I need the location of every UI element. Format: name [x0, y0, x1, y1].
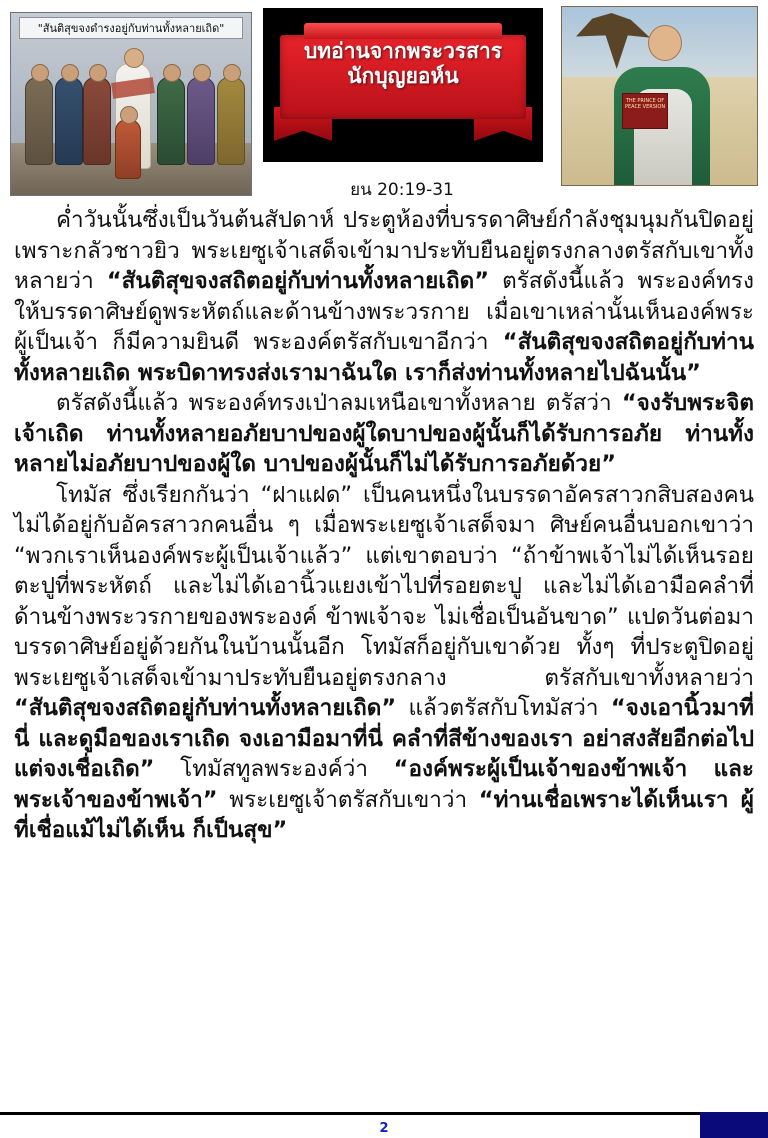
- figure-head: [163, 64, 181, 82]
- book-icon: [622, 93, 668, 129]
- banner-line-2: นักบุญยอห์น: [347, 64, 459, 88]
- page-header: [0, 0, 768, 195]
- p3-quote-d: “ท่านเชื่อเพราะได้เห็นเรา ผู้ที่เชื่อแม้ไม่ได้เห็น ก็เป็นสุข”: [14, 786, 754, 843]
- figure-head: [120, 106, 138, 124]
- figure-head: [124, 48, 144, 68]
- disciple-figure: [83, 77, 111, 165]
- banner-line-1: บทอ่านจากพระวรสาร: [303, 39, 503, 63]
- paragraph-3: [14, 480, 754, 846]
- p3-text-c: โทมัสทูลพระองค์ว่า: [154, 756, 394, 782]
- disciple-figure: [55, 77, 83, 165]
- figure-head: [31, 64, 49, 82]
- book-title-text: THE PRINCE OF PEACE VERSION: [624, 98, 666, 110]
- banner-text: [264, 39, 542, 89]
- figure-sash: [111, 77, 155, 99]
- figure-head: [61, 64, 79, 82]
- kneeling-figure: [115, 119, 141, 179]
- disciple-figure: [157, 77, 185, 165]
- p2-quote-a: “จงรับพระจิตเจ้าเถิด ท่านทั้งหลายอภัยบาปของผู้ใดบาปของผู้นั้นก็ได้รับการอภัย ท่านทั้งหลายไม่อภัยบาปของผู้ใด บาปของผู้นั้นก็ไม่ได้รับการอภัยด้วย”: [14, 390, 754, 477]
- illustration-caption: "สันติสุขจงดำรงอยู่กับท่านทั้งหลายเถิด": [19, 17, 243, 39]
- figure-head: [89, 64, 107, 82]
- ribbon-top-fold: [304, 23, 502, 39]
- p3-text-d: พระเยซูเจ้าตรัสกับเขาว่า: [217, 786, 479, 813]
- p3-quote-b: “จงเอานิ้วมาที่นี่ และดูมือของเราเถิด จงเอามือมาที่นี่ คลำที่สีข้างของเรา อย่าสงสัยอีกต่อไป แต่จงเชื่อเถิด”: [14, 695, 754, 782]
- figure-head: [193, 64, 211, 82]
- p1-text-b: ตรัสดังนี้แล้ว พระองค์ทรงให้บรรดาศิษย์ดูพระหัตถ์และด้านข้างพระวรกาย เมื่อเขาเหล่านั้นเห็นองค์พระผู้เป็นเจ้า ก็มีความยินดี พระองค์ตรัสกับเขาอีกว่า: [14, 268, 754, 355]
- saint-john-evangelist-icon: [561, 6, 758, 186]
- jesus-appears-to-disciples-illustration: [10, 12, 252, 196]
- gospel-body-text: [14, 205, 754, 1105]
- disciple-figure: [187, 77, 215, 165]
- disciple-figure: [25, 77, 53, 165]
- p3-quote-a: “สันติสุขจงสถิตอยู่กับท่านทั้งหลายเถิด”: [14, 695, 397, 721]
- page-number: 2: [379, 1121, 389, 1136]
- p2-text-a: ตรัสดังนี้แล้ว พระองค์ทรงเป่าลมเหนือเขาทั้งหลาย ตรัสว่า: [56, 390, 622, 416]
- figure-head: [223, 64, 241, 82]
- p1-quote-b: “สันติสุขจงสถิตอยู่กับท่านทั้งหลายเถิด พระบิดาทรงส่งเรามาฉันใด เราก็ส่งท่านทั้งหลายไปฉันนั้น”: [14, 329, 754, 386]
- gospel-reading-banner: [263, 8, 543, 162]
- saint-head: [648, 25, 682, 61]
- p3-text-a: โทมัส ซึ่งเรียกกันว่า “ฝาแฝด” เป็นคนหนึ่งในบรรดาอัครสาวกสิบสองคน ไม่ได้อยู่กับอัครสาวกคนอื่น ๆ เมื่อพระเยซูเจ้าเสด็จมา ศิษย์คนอื่นบอกเขาว่า “พวกเราเห็นองค์พระผู้เป็นเจ้าแล้ว” แต่เขาตอบว่า “ถ้าข้าพเจ้าไม่ได้เห็นรอยตะปูที่พระหัตถ์ และไม่ได้เอานิ้วแยงเข้าไปที่รอยตะปู และไม่ได้เอามือคลำที่ด้านข้างพระวรกายของพระองค์ ข้าพเจ้าจะ ไม่เชื่อเป็นอันขาด” แปดวันต่อมา บรรดาศิษย์อยู่ด้วยกันในบ้านนั้นอีก โทมัสก็อยู่กับเขาด้วย ทั้งๆ ที่ประตูปิดอยู่ พระเยซูเจ้าเสด็จเข้ามาประทับยืนอยู่ตรงกลาง ตรัสกับเขาทั้งหลายว่า: [14, 481, 754, 691]
- paragraph-1: [14, 205, 754, 388]
- disciple-figure: [217, 77, 245, 165]
- p3-quote-c: “องค์พระผู้เป็นเจ้าของข้าพเจ้า และพระเจ้าของข้าพเจ้า”: [14, 756, 754, 813]
- scripture-reference: ยน 20:19-31: [350, 180, 454, 200]
- p1-quote-a: “สันติสุขจงสถิตอยู่กับท่านทั้งหลายเถิด”: [106, 268, 489, 294]
- p1-text-a: ค่ำวันนั้นซึ่งเป็นวันต้นสัปดาห์ ประตูห้องที่บรรดาศิษย์กำลังชุมนุมกันปิดอยู่เพราะกลัวชาวยิว พระเยซูเจ้าเสด็จเข้ามาประทับยืนอยู่ตรงกลางตรัสกับเขาทั้งหลายว่า: [14, 207, 754, 294]
- paragraph-2: [14, 388, 754, 480]
- p3-text-b: แล้วตรัสกับโทมัสว่า: [396, 695, 611, 721]
